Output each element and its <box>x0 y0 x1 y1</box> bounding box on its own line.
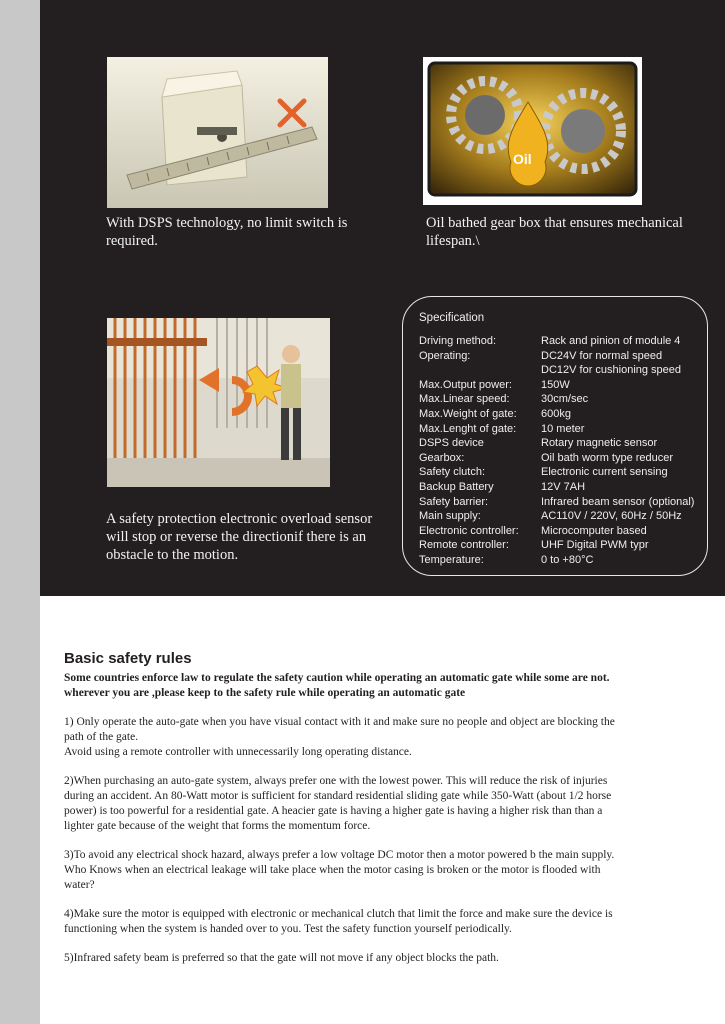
safety-gate-illustration <box>107 318 330 487</box>
side-margin-strip <box>0 0 40 1024</box>
oil-gearbox-photo <box>423 57 642 205</box>
safety-rule-2: 2)When purchasing an auto-gate system, always prefer one with the lowest power. This will reduce the risk of injuries during an accident. An 80-Watt motor is sufficient for standard residential sliding gate while 350-Watt (about 1/2 horse power) is too powerful for a residential gate. A heacier gate is having a higher gate is having a higher risk than than a lighter gate because of the weight that forms the momentum force. <box>64 775 612 832</box>
safety-rule-4: 4)Make sure the motor is equipped with electronic or mechanical clutch that limit the force and make sure the device is functioning when the system is handed over to you. Test the safety function yourself periodically. <box>64 908 613 935</box>
feature-caption-overload-sensor: A safety protection electronic overload sensor will stop or reverse the directionif there is an obstacle to the motion. <box>106 511 373 563</box>
safety-rules-intro: Some countries enforce law to regulate the safety caution while operating an automatic gate while some are not. wherever you are ,please keep to the safety rule while operating an automatic gate <box>64 672 610 699</box>
oil-drop-label: Oil <box>513 151 532 167</box>
specification-title: Specification <box>419 312 485 324</box>
safety-rules-section <box>64 650 664 980</box>
safety-rules-heading: Basic safety rules <box>64 650 192 667</box>
feature-caption-dsps: With DSPS technology, no limit switch is required. <box>106 215 348 249</box>
safety-rule-5: 5)Infrared safety beam is preferred so that the gate will not move if any object blocks the path. <box>64 952 499 964</box>
feature-caption-oil-gearbox: Oil bathed gear box that ensures mechanical lifespan.\ <box>426 215 683 249</box>
gate-motor-photo <box>107 57 328 208</box>
safety-rule-3: 3)To avoid any electrical shock hazard, always prefer a low voltage DC motor then a motor powered b the main supply. Who Knows when an electrical leakage will take place when the motor casing is broken or the motor is flooded with water? <box>64 849 615 891</box>
safety-rule-1: 1) Only operate the auto-gate when you have visual contact with it and make sure no people and object are blocking the path of the gate. Avoid using a remote controller with unnecessarily long operating distance. <box>64 716 615 758</box>
